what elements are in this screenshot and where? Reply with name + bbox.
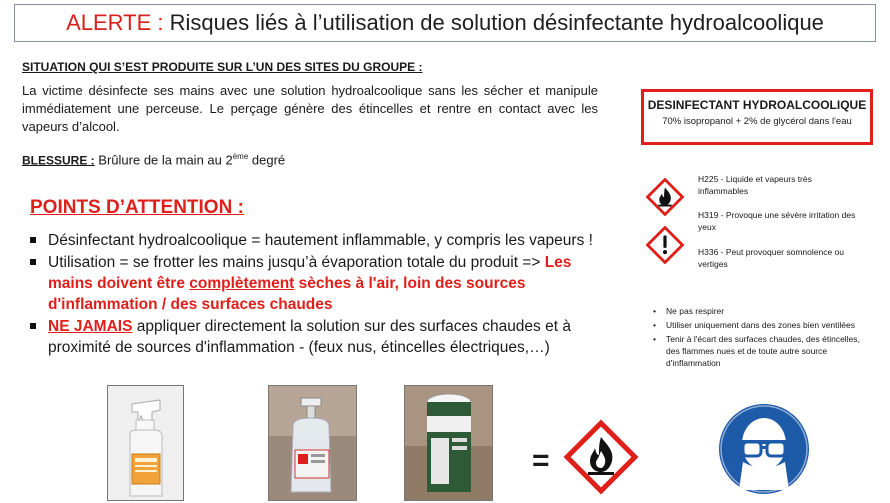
ghs-exclamation-icon — [646, 226, 684, 269]
blessure-text-after: degré — [248, 152, 286, 168]
title-text: Risques liés à l’utilisation de solution désinfectante hydroalcoolique — [169, 10, 824, 35]
attention-item — [26, 316, 606, 358]
precaution-item: • Tenir à l'écart des surfaces chaudes, des étincelles, des flammes nues et de toute autre source d'inflammation — [650, 333, 860, 369]
attention-item-2-underlined: complètement — [189, 275, 295, 292]
points-heading: POINTS D’ATTENTION : — [30, 197, 244, 218]
blessure-text: Brûlure de la main au 2 — [94, 152, 233, 168]
product-composition: 70% isopropanol + 2% de glycérol dans l'eau — [662, 116, 852, 127]
situation-text: La victime désinfecte ses mains avec une solution hydroalcoolique sans les sécher et manipule immédiatement une perceuse. Le perçage génère des étincelles et rentre en contact avec les vapeurs d’alcool. — [22, 83, 598, 134]
ghs-flame-icon — [646, 178, 684, 221]
precaution-item: • Utiliser uniquement dans des zones bien ventilées — [650, 319, 860, 331]
precaution-item: • Ne pas respirer — [650, 305, 860, 317]
attention-list — [26, 230, 606, 359]
attention-item-1-text: Désinfectant hydroalcoolique = hautement inflammable, y compris les vapeurs ! — [48, 232, 593, 249]
hazard-h319: H319 - Provoque une sévère irritation des yeux — [698, 210, 856, 232]
attention-item-2-red-text: Les mains doivent être — [48, 254, 572, 292]
wipes-canister-photo — [404, 385, 493, 501]
blessure-label: BLESSURE : — [22, 153, 95, 168]
flammable-pictogram-icon — [562, 418, 640, 501]
product-box — [641, 89, 873, 145]
hazard-h225: H225 - Liquide et vapeurs très inflammables — [698, 174, 812, 196]
attention-item — [26, 230, 606, 251]
attention-item-2-red-text-2: sèches à l'air, loin des sources d'inflammation / des surfaces chaudes — [48, 275, 526, 313]
blessure-line — [22, 152, 285, 167]
hazard-h336: H336 - Peut provoquer somnolence ou vertiges — [698, 247, 845, 269]
attention-item — [26, 252, 606, 315]
precaution-list — [650, 305, 860, 371]
attention-item-3-red: NE JAMAIS — [48, 318, 133, 335]
blessure-superscript: ème — [232, 152, 249, 161]
title-banner — [14, 4, 876, 42]
product-title: DESINFECTANT HYDROALCOOLIQUE — [647, 98, 867, 112]
alert-label: ALERTE : — [66, 10, 164, 35]
equals-sign: = — [532, 444, 550, 477]
safety-glasses-mandatory-icon — [717, 400, 812, 503]
spray-bottle-photo — [107, 385, 184, 501]
gel-pump-bottle-photo — [268, 385, 357, 501]
attention-item-2-text: Utilisation = se frotter les mains jusqu’à évaporation totale du produit => — [48, 254, 545, 271]
situation-heading: SITUATION QUI S’EST PRODUITE SUR L’UN DES SITES DU GROUPE : — [22, 60, 423, 74]
attention-item-3-text: appliquer directement la solution sur des surfaces chaudes et à proximité de sources d'inflammation - (feux nus, étincelles électriques,…) — [48, 318, 571, 356]
